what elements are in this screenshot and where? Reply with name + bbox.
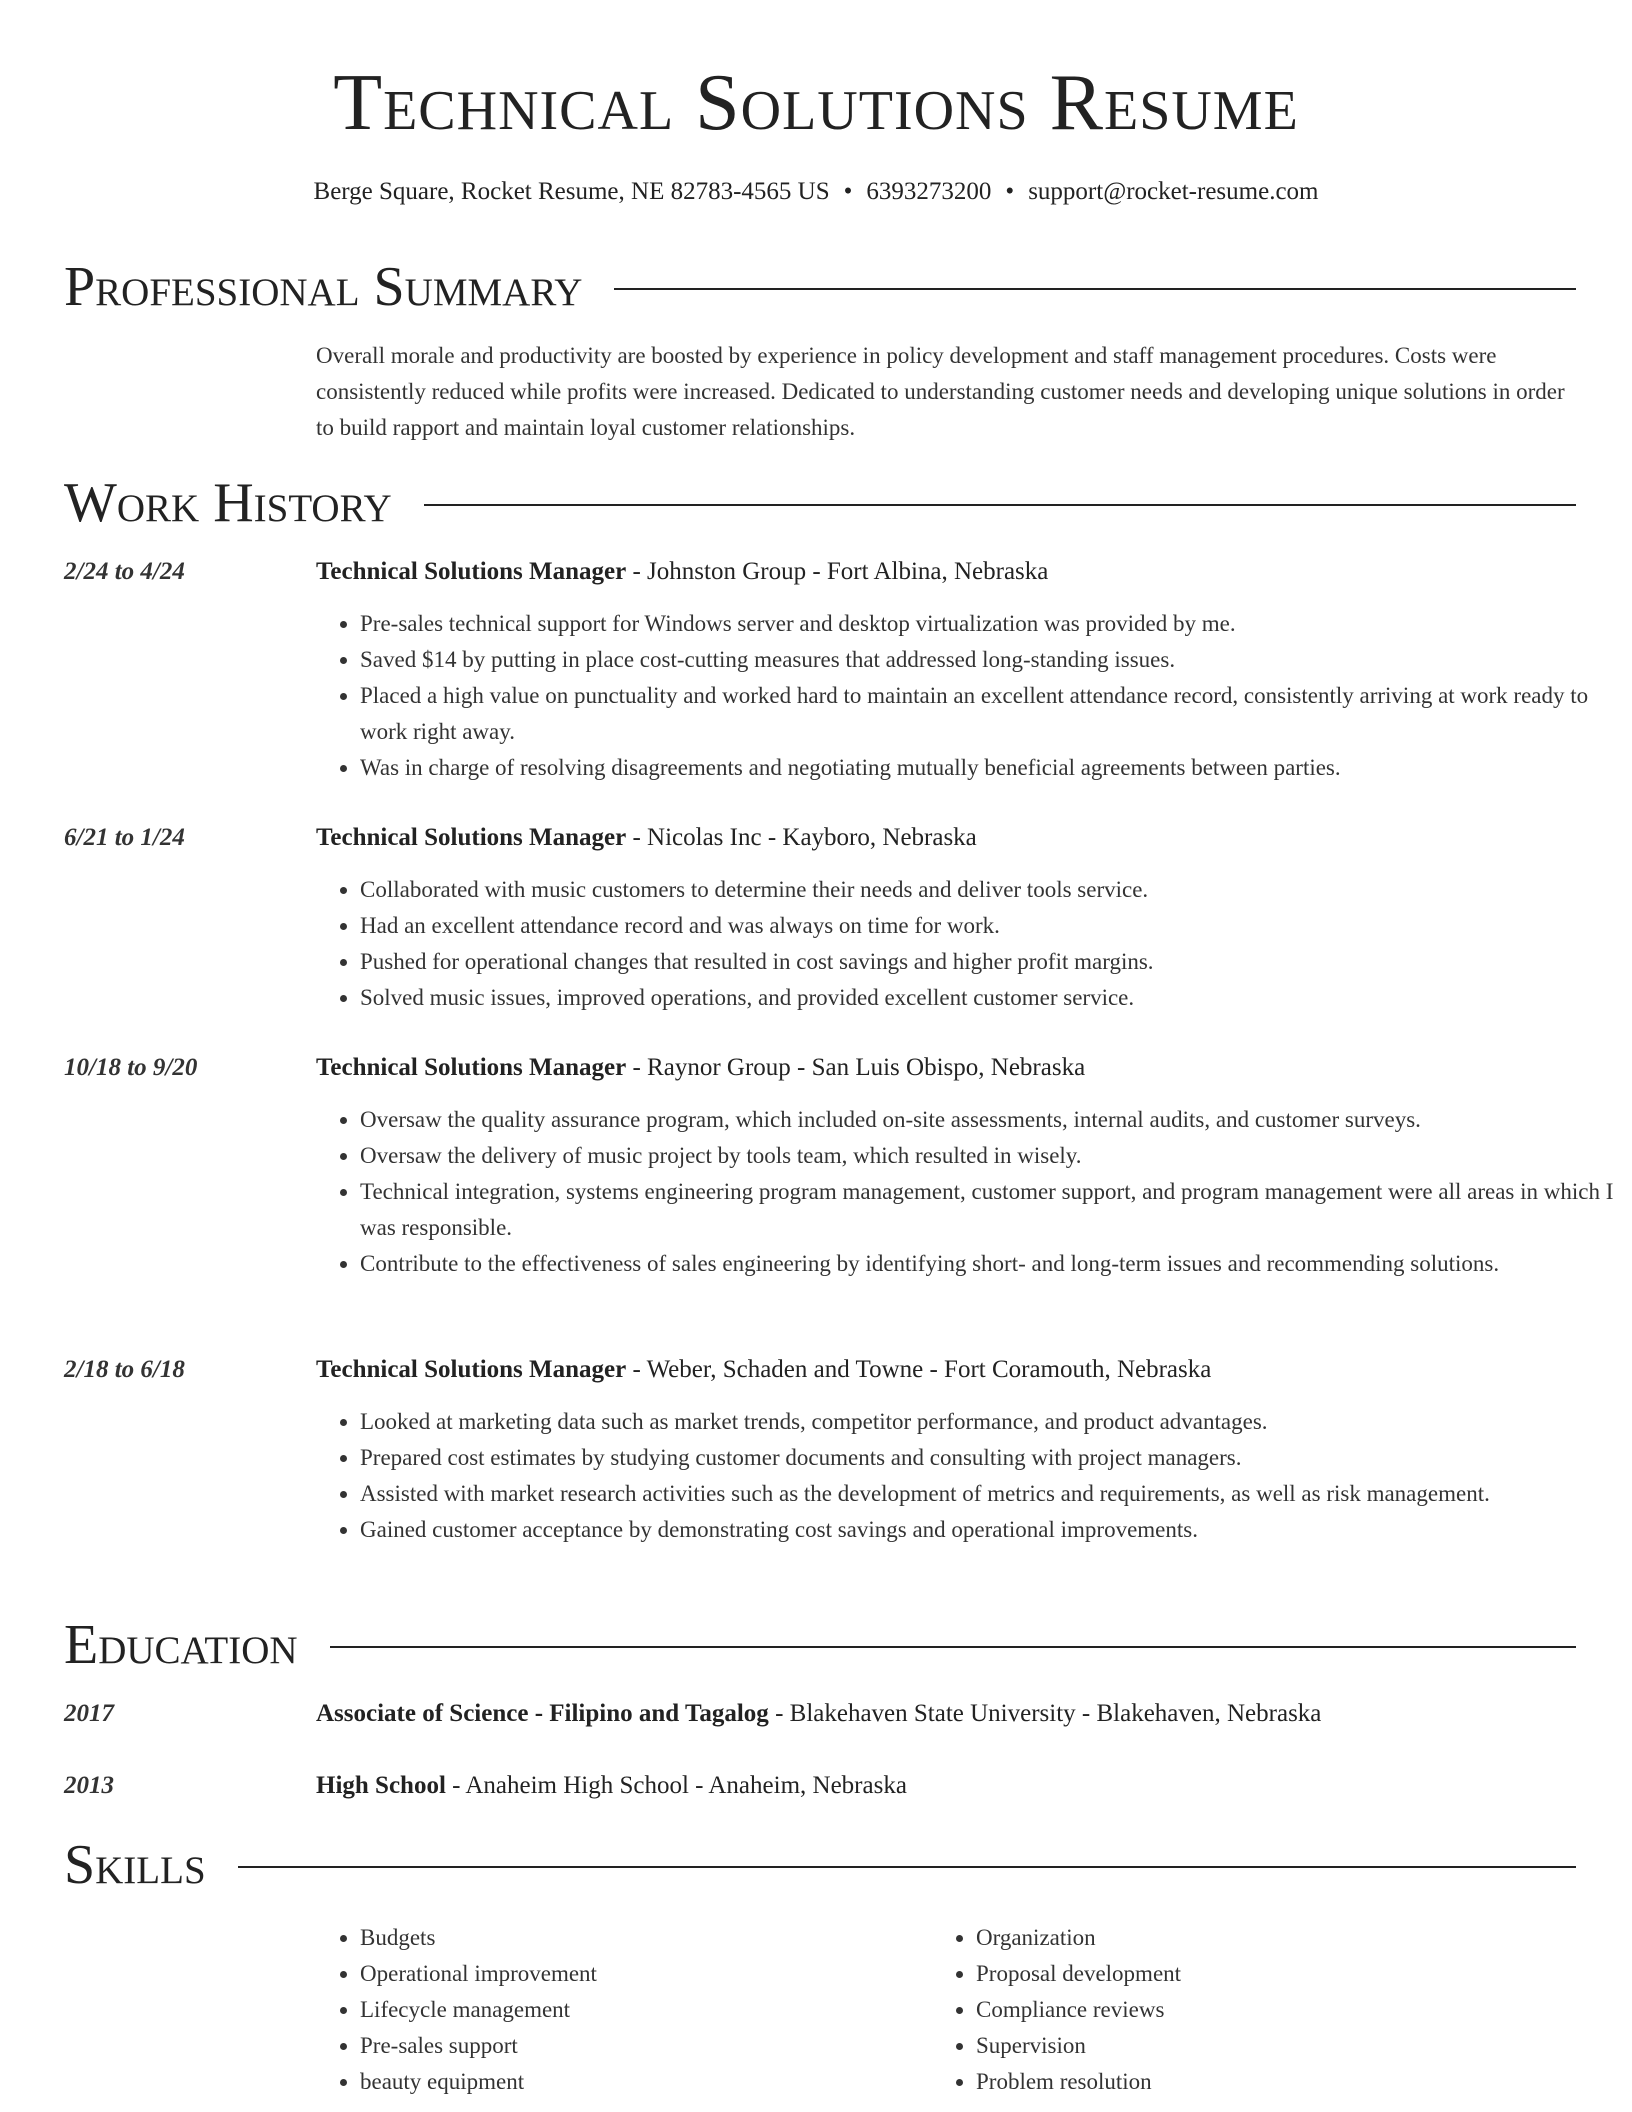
skill-item: • Lifecycle management [360, 1992, 920, 2028]
contact-separator: • [1005, 178, 1015, 205]
contact-address: Berge Square, Rocket Resume, NE 82783-4565 US [313, 178, 830, 205]
section-divider [238, 1866, 1576, 1868]
work-dates: 6/21 to 1/24 [64, 824, 185, 851]
bullet-item: • Prepared cost estimates by studying customer documents and consulting with project managers. [360, 1440, 1620, 1476]
work-heading [316, 1352, 1576, 1388]
contact-line [0, 174, 1632, 210]
work-heading [316, 554, 1576, 590]
job-details: - Johnston Group - Fort Albina, Nebraska [626, 558, 1049, 585]
section-divider [330, 1646, 1576, 1648]
school-details: - Anaheim High School - Anaheim, Nebraska [445, 1772, 907, 1799]
section-divider [424, 504, 1576, 506]
section-title: Skills [64, 1834, 206, 1896]
bullet-item: • Was in charge of resolving disagreements and negotiating mutually beneficial agreements between parties. [360, 750, 1620, 786]
education-heading [316, 1768, 1576, 1804]
skill-item: • Budgets [360, 1920, 920, 1956]
work-heading [316, 1050, 1576, 1086]
work-dates: 2/24 to 4/24 [64, 558, 185, 585]
skill-item: • Operational improvement [360, 1956, 920, 1992]
bullet-item: • Contribute to the effectiveness of sales engineering by identifying short- and long-term issues and recommending solutions. [360, 1246, 1620, 1282]
bullet-item: • Assisted with market research activities such as the development of metrics and requirements, as well as risk management. [360, 1476, 1620, 1512]
skills-list-left [316, 1920, 920, 2100]
bullet-item: • Placed a high value on punctuality and worked hard to maintain an excellent attendance record, consistently arriving at work ready to work right away. [360, 678, 1620, 750]
job-details: - Nicolas Inc - Kayboro, Nebraska [626, 824, 977, 851]
contact-phone: 6393273200 [866, 178, 992, 205]
section-header-education [64, 1612, 1576, 1678]
education-year: 2017 [64, 1700, 114, 1727]
bullet-item: • Had an excellent attendance record and was always on time for work. [360, 908, 1620, 944]
job-title: Technical Solutions Manager [316, 1054, 627, 1081]
skill-item: • beauty equipment [360, 2064, 920, 2100]
work-heading [316, 820, 1576, 856]
bullet-item: • Gained customer acceptance by demonstrating cost savings and operational improvements. [360, 1512, 1620, 1548]
job-title: Technical Solutions Manager [316, 1356, 627, 1383]
work-bullets [316, 1404, 1620, 1548]
section-title: Work History [64, 472, 392, 534]
contact-separator: • [843, 178, 853, 205]
bullet-item: • Collaborated with music customers to determine their needs and deliver tools service. [360, 872, 1620, 908]
section-title: Professional Summary [64, 256, 583, 318]
bullet-item: • Solved music issues, improved operations, and provided excellent customer service. [360, 980, 1620, 1016]
degree: Associate of Science - Filipino and Tagalog [316, 1700, 769, 1727]
degree: High School [316, 1772, 446, 1799]
section-header-summary [64, 254, 1576, 320]
work-bullets [316, 606, 1620, 786]
section-title: Education [64, 1614, 298, 1676]
job-title: Technical Solutions Manager [316, 824, 627, 851]
skill-item: • Proposal development [976, 1956, 1576, 1992]
section-header-work-history [64, 470, 1576, 536]
education-year: 2013 [64, 1772, 114, 1799]
bullet-item: • Looked at marketing data such as market trends, competitor performance, and product advantages. [360, 1404, 1620, 1440]
skill-item: • Problem resolution [976, 2064, 1576, 2100]
bullet-item: • Pre-sales technical support for Windows server and desktop virtualization was provided by me. [360, 606, 1620, 642]
job-details: - Raynor Group - San Luis Obispo, Nebraska [626, 1054, 1086, 1081]
skill-item: • Compliance reviews [976, 1992, 1576, 2028]
job-details: - Weber, Schaden and Towne - Fort Coramouth, Nebraska [626, 1356, 1212, 1383]
work-bullets [316, 872, 1620, 1016]
school-details: - Blakehaven State University - Blakehaven, Nebraska [768, 1700, 1322, 1727]
bullet-item: • Oversaw the quality assurance program, which included on-site assessments, internal audits, and customer surveys. [360, 1102, 1620, 1138]
section-divider [614, 288, 1576, 290]
summary-text: Overall morale and productivity are boosted by experience in policy development and staff management procedures. Costs were consistently reduced while profits were increased. Dedicated to understanding customer needs and developing unique solutions in order to build rapport and maintain loyal customer relationships. [316, 343, 1565, 440]
section-header-skills [64, 1832, 1576, 1898]
bullet-item: • Oversaw the delivery of music project by tools team, which resulted in wisely. [360, 1138, 1620, 1174]
resume-title: Technical Solutions Resume [333, 59, 1299, 147]
skills-list-right [932, 1920, 1576, 2100]
bullet-item: • Saved $14 by putting in place cost-cutting measures that addressed long-standing issues. [360, 642, 1620, 678]
skill-item: • Pre-sales support [360, 2028, 920, 2064]
contact-email: support@rocket-resume.com [1028, 178, 1319, 205]
work-dates: 10/18 to 9/20 [64, 1054, 198, 1081]
education-heading [316, 1696, 1576, 1732]
work-bullets [316, 1102, 1620, 1282]
bullet-item: • Pushed for operational changes that resulted in cost savings and higher profit margins. [360, 944, 1620, 980]
skill-item: • Organization [976, 1920, 1576, 1956]
skill-item: • Supervision [976, 2028, 1576, 2064]
job-title: Technical Solutions Manager [316, 558, 627, 585]
bullet-item: • Technical integration, systems engineering program management, customer support, and program management were all areas in which I was responsible. [360, 1174, 1620, 1246]
work-dates: 2/18 to 6/18 [64, 1356, 185, 1383]
